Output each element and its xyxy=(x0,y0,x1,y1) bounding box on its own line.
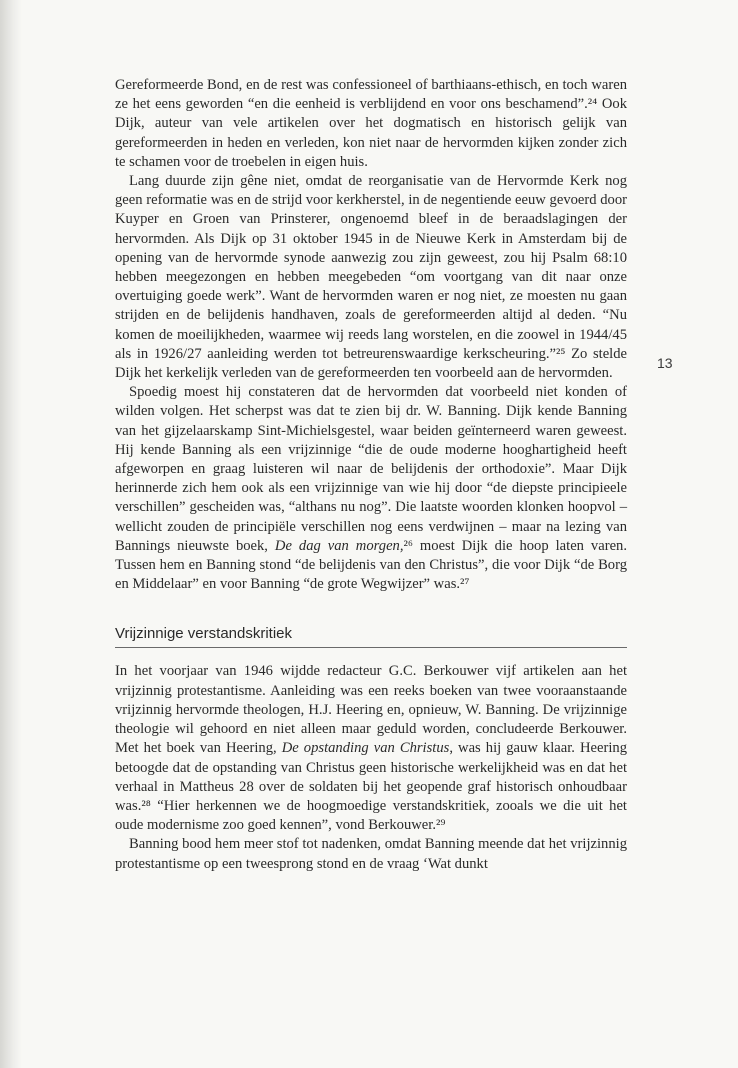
paragraph-4-end: , was hij gauw klaar. Heering betoogde dat de opstanding van Christus geen historische werkelijkheid was en dat het verhaal in Mattheus 28 over de soldaten bij het geopende graf historisch onhoudbaar was.²⁸ “Hier herkennen we de hoogmoedige verstandskritiek, zooals we die uit het oude modernisme zoo goed kennen”, vond Berkouwer.²⁹ xyxy=(115,740,627,834)
paragraph-5: Banning bood hem meer stof tot nadenken, omdat Banning meende dat het vrijzinnig protestantisme op een tweesprong stond en de vraag ‘Wat dunkt xyxy=(115,836,627,872)
paragraph-1: Gereformeerde Bond, en de rest was confessioneel of barthiaans-ethisch, en toch waren ze het eens geworden “en die eenheid is verblijdend en voor ons beschamend”.²⁴ Ook Dijk, auteur van vele artikelen over het dogmatisch en historisch gelijk van gereformeerden in heden en verleden, kon niet naar de hervormden kijken zonder zich te schamen voor de troebelen in eigen huis. xyxy=(115,77,627,170)
paragraph-3-end: ²⁶ moest Dijk die hoop laten varen. Tussen hem en Banning stond “de belijdenis van den Christus”, die voor Dijk “de Borg en Middelaar” en voor Banning “de grote Wegwijzer” was.²⁷ xyxy=(115,537,627,593)
paragraph-3-start: Spoedig moest hij constateren dat de hervormden dat voorbeeld niet konden of wilden volgen. Het scherpst was dat te zien bij dr. W. Banning. Dijk kende Banning van het gijzelaarskamp Sint-Michielsgestel, waar beiden geïnterneerd waren geweest. Hij kende Banning als een vrijzinnige “die de oude moderne hooghartigheid heeft afgeworpen en graag luisteren wil naar de belijdenis der orthodoxie”. Maar Dijk herinnerde zich hem ook als een vrijzinnige van wie hij door “de diepste principieele verschillen” gescheiden was, “althans nu nog”. Die laatste woorden klonken hoopvol – wellicht zouden de principiële verschillen nog eens verdwijnen – maar na lezing van Bannings nieuwste boek, xyxy=(115,384,627,554)
body-text xyxy=(115,76,627,874)
paragraph-4 xyxy=(115,662,627,835)
paragraph-4-start: In het voorjaar van 1946 wijdde redacteur G.C. Berkouwer vijf artikelen aan het vrijzinnig protestantisme. Aanleiding was een reeks boeken van twee vooraanstaande vrijzinnig hervormde theologen, H.J. Heering en, opnieuw, W. Banning. De vrijzinnige theologie wil gehoord en niet alleen maar geduld worden, concludeerde Berkouwer. Met het boek van Heering, xyxy=(115,663,627,757)
paragraph-2: Lang duurde zijn gêne niet, omdat de reorganisatie van de Hervormde Kerk nog geen reformatie was en de strijd voor kerkherstel, in de negentiende eeuw gevoerd door Kuyper en Groen van Prinsterer, ongenoemd bleef in de beraadslagingen der hervormden. Als Dijk op 31 oktober 1945 in de Nieuwe Kerk in Amsterdam bij de opening van de hervormde synode aanwezig zou zijn geweest, zou hij Psalm 68:10 hebben meegezongen en hebben meegebeden “om voortgang van dit naar onze overtuiging goede werk”. Want de hervormden waren er nog niet, ze moesten nu gaan strijden en de belijdenis handhaven, zoals de gereformeerden altijd al deden. “Nu komen de moeilijkheden, waarmee wij reeds lang worstelen, en die zoowel in 1944/45 als in 1926/27 aanleiding werden tot betreurenswaardige kerkscheuring.”²⁵ Zo stelde Dijk het kerkelijk verleden van de gereformeerden ten voorbeeld aan de hervormden. xyxy=(115,173,627,382)
paragraph-3 xyxy=(115,383,627,594)
section-heading: Vrijzinnige verstandskritiek xyxy=(115,624,627,648)
page-number: 13 xyxy=(657,355,673,371)
book-title-de-dag-van-morgen: De dag van morgen, xyxy=(274,537,404,554)
book-title-de-opstanding: De opstanding van Christus xyxy=(281,740,450,757)
page-gutter xyxy=(0,0,22,1068)
